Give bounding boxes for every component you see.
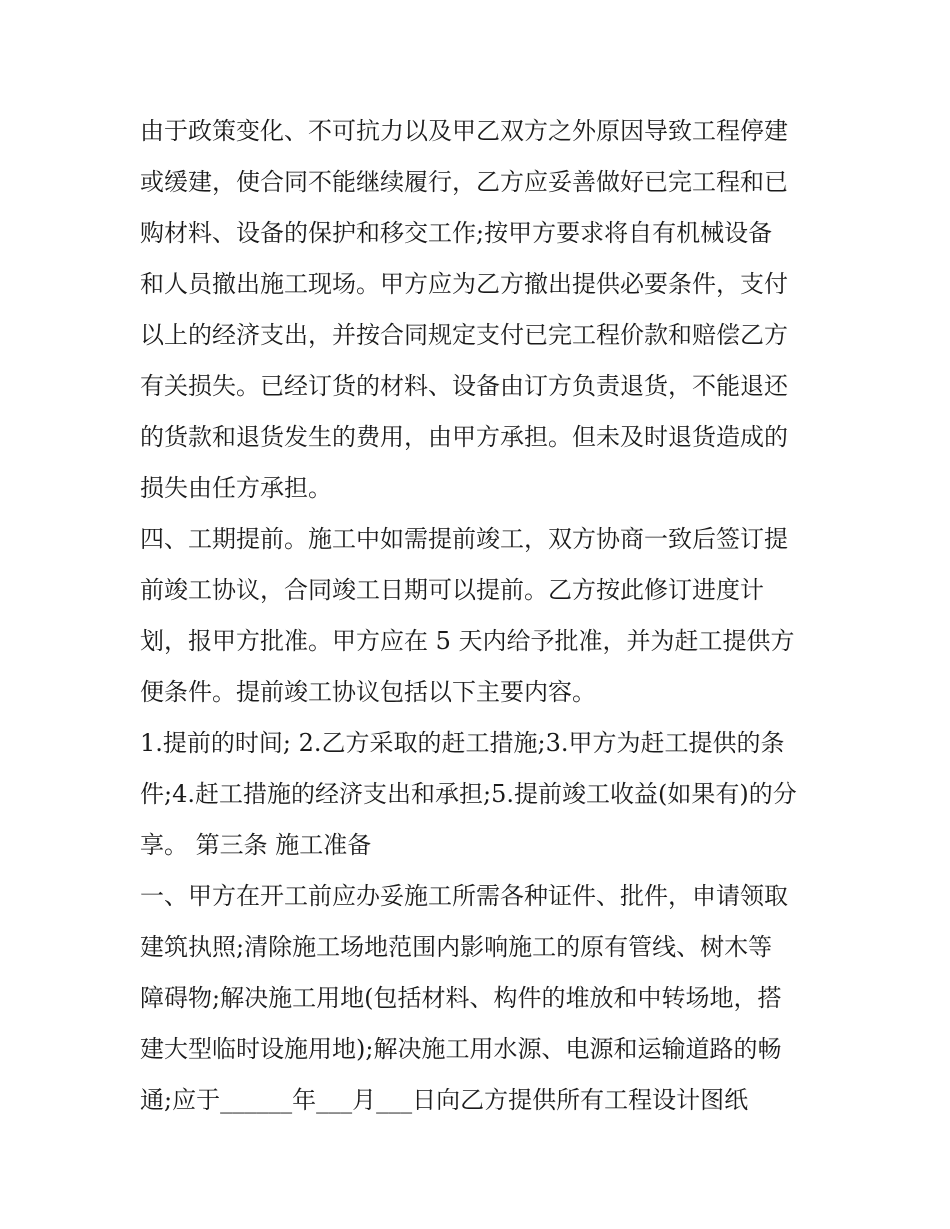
text-line: 以上的经济支出，并按合同规定支付已完工程价款和赔偿乙方 bbox=[140, 321, 788, 349]
text-line: 有关损失。已经订货的材料、设备由订方负责退货，不能退还 bbox=[140, 372, 788, 400]
text-line: 的货款和退货发生的费用，由甲方承担。但未及时退货造成的 bbox=[140, 423, 788, 451]
document-body bbox=[140, 106, 820, 1126]
list-line: 1.提前的时间; 2.乙方采取的赶工措施;3.甲方为赶工提供的条 bbox=[140, 729, 785, 757]
text-line: 由于政策变化、不可抗力以及甲乙双方之外原因导致工程停建 bbox=[140, 117, 788, 145]
section-4-line: 四、工期提前。施工中如需提前竣工，双方协商一致后签订提 bbox=[140, 525, 788, 553]
text-line: 便条件。提前竣工协议包括以下主要内容。 bbox=[140, 678, 596, 706]
text-line: 建筑执照;清除施工场地范围内影响施工的原有管线、树木等 bbox=[140, 933, 773, 961]
text-line: 前竣工协议，合同竣工日期可以提前。乙方按此修订进度计 bbox=[140, 576, 764, 604]
text-line: 建大型临时设施用地);解决施工用水源、电源和运输道路的畅 bbox=[140, 1035, 782, 1063]
text-line: 一、甲方在开工前应办妥施工所需各种证件、批件，申请领取 bbox=[140, 882, 788, 910]
text-line: 和人员撤出施工现场。甲方应为乙方撤出提供必要条件，支付 bbox=[140, 270, 788, 298]
text-line: 划，报甲方批准。甲方应在 5 天内给予批准，并为赶工提供方 bbox=[140, 627, 795, 655]
list-line: 件;4.赶工措施的经济支出和承担;5.提前竣工收益(如果有)的分 bbox=[140, 780, 797, 808]
article-3-heading-line: 享。 第三条 施工准备 bbox=[140, 831, 372, 859]
text-line: 购材料、设备的保护和移交工作;按甲方要求将自有机械设备 bbox=[140, 219, 773, 247]
date-blank-line: 通;应于______年___月___日向乙方提供所有工程设计图纸 bbox=[140, 1086, 749, 1114]
text-line: 或缓建，使合同不能继续履行，乙方应妥善做好已完工程和已 bbox=[140, 168, 788, 196]
text-line: 损失由任方承担。 bbox=[140, 474, 332, 502]
text-line: 障碍物;解决施工用地(包括材料、构件的堆放和中转场地，搭 bbox=[140, 984, 782, 1012]
